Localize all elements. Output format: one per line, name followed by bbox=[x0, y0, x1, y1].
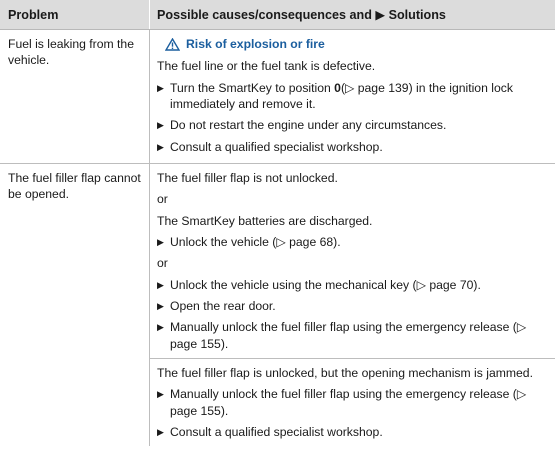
solution-step bbox=[157, 298, 549, 314]
cause-text: The fuel filler flap is not unlocked. bbox=[157, 171, 338, 185]
play-triangle-icon: ▶ bbox=[157, 120, 164, 131]
solution-block bbox=[150, 358, 555, 446]
play-triangle-icon: ▶ bbox=[157, 237, 164, 248]
solution-block bbox=[150, 30, 555, 161]
step-text: Unlock the vehicle using the mechanical key (▷ page 70). bbox=[170, 277, 481, 292]
step-text: Do not restart the engine under any circumstances. bbox=[170, 118, 447, 133]
table-row bbox=[0, 164, 555, 446]
or-text: or bbox=[157, 256, 168, 271]
play-triangle-icon: ▶ bbox=[157, 82, 164, 93]
or-text: or bbox=[157, 192, 168, 207]
solutions-cell bbox=[150, 30, 555, 163]
play-triangle-icon: ▶ bbox=[157, 427, 164, 438]
solution-step bbox=[157, 319, 549, 352]
solution-step bbox=[157, 424, 549, 440]
warning-label: Risk of explosion or fire bbox=[186, 37, 325, 51]
step-text: Manually unlock the fuel filler flap using the emergency release (▷ page 155). bbox=[170, 320, 527, 351]
play-triangle-icon: ▶ bbox=[157, 301, 164, 312]
play-triangle-icon: ▶ bbox=[157, 141, 164, 152]
header-solutions: Possible causes/consequences and ▶ Solutions bbox=[157, 8, 446, 22]
cause-text: The SmartKey batteries are discharged. bbox=[157, 213, 373, 228]
solution-step bbox=[157, 80, 549, 113]
solution-step bbox=[157, 117, 549, 133]
header-problem: Problem bbox=[0, 0, 150, 29]
step-text: Unlock the vehicle (▷ page 68). bbox=[170, 235, 341, 250]
play-triangle-icon: ▶ bbox=[157, 322, 164, 333]
solution-step bbox=[157, 386, 549, 419]
solution-step bbox=[157, 234, 549, 250]
table-header bbox=[0, 0, 555, 30]
cause-text: The fuel filler flap is unlocked, but the opening mechanism is jammed. bbox=[157, 366, 533, 381]
warning-notice bbox=[157, 36, 549, 52]
solutions-cell bbox=[150, 164, 555, 446]
solution-step bbox=[157, 277, 549, 293]
step-text: Turn the SmartKey to position 0(▷ page 139) in the ignition lock immediately and remove it. bbox=[170, 80, 513, 112]
play-triangle-icon: ▶ bbox=[157, 389, 164, 400]
solution-block bbox=[150, 164, 555, 358]
step-text: Open the rear door. bbox=[170, 299, 276, 314]
cause-text: The fuel line or the fuel tank is defective. bbox=[157, 59, 376, 74]
step-text: Manually unlock the fuel filler flap using the emergency release (▷ page 155). bbox=[170, 387, 527, 418]
step-text: Consult a qualified specialist workshop. bbox=[170, 425, 383, 440]
solution-step bbox=[157, 139, 549, 155]
problem-cell: Fuel is leaking from the vehicle. bbox=[0, 30, 150, 163]
problem-cell: The fuel filler flap cannot be opened. bbox=[0, 164, 150, 446]
warning-triangle-icon bbox=[165, 38, 180, 51]
step-text: Consult a qualified specialist workshop. bbox=[170, 139, 383, 154]
play-triangle-icon: ▶ bbox=[157, 279, 164, 290]
table-row bbox=[0, 30, 555, 164]
